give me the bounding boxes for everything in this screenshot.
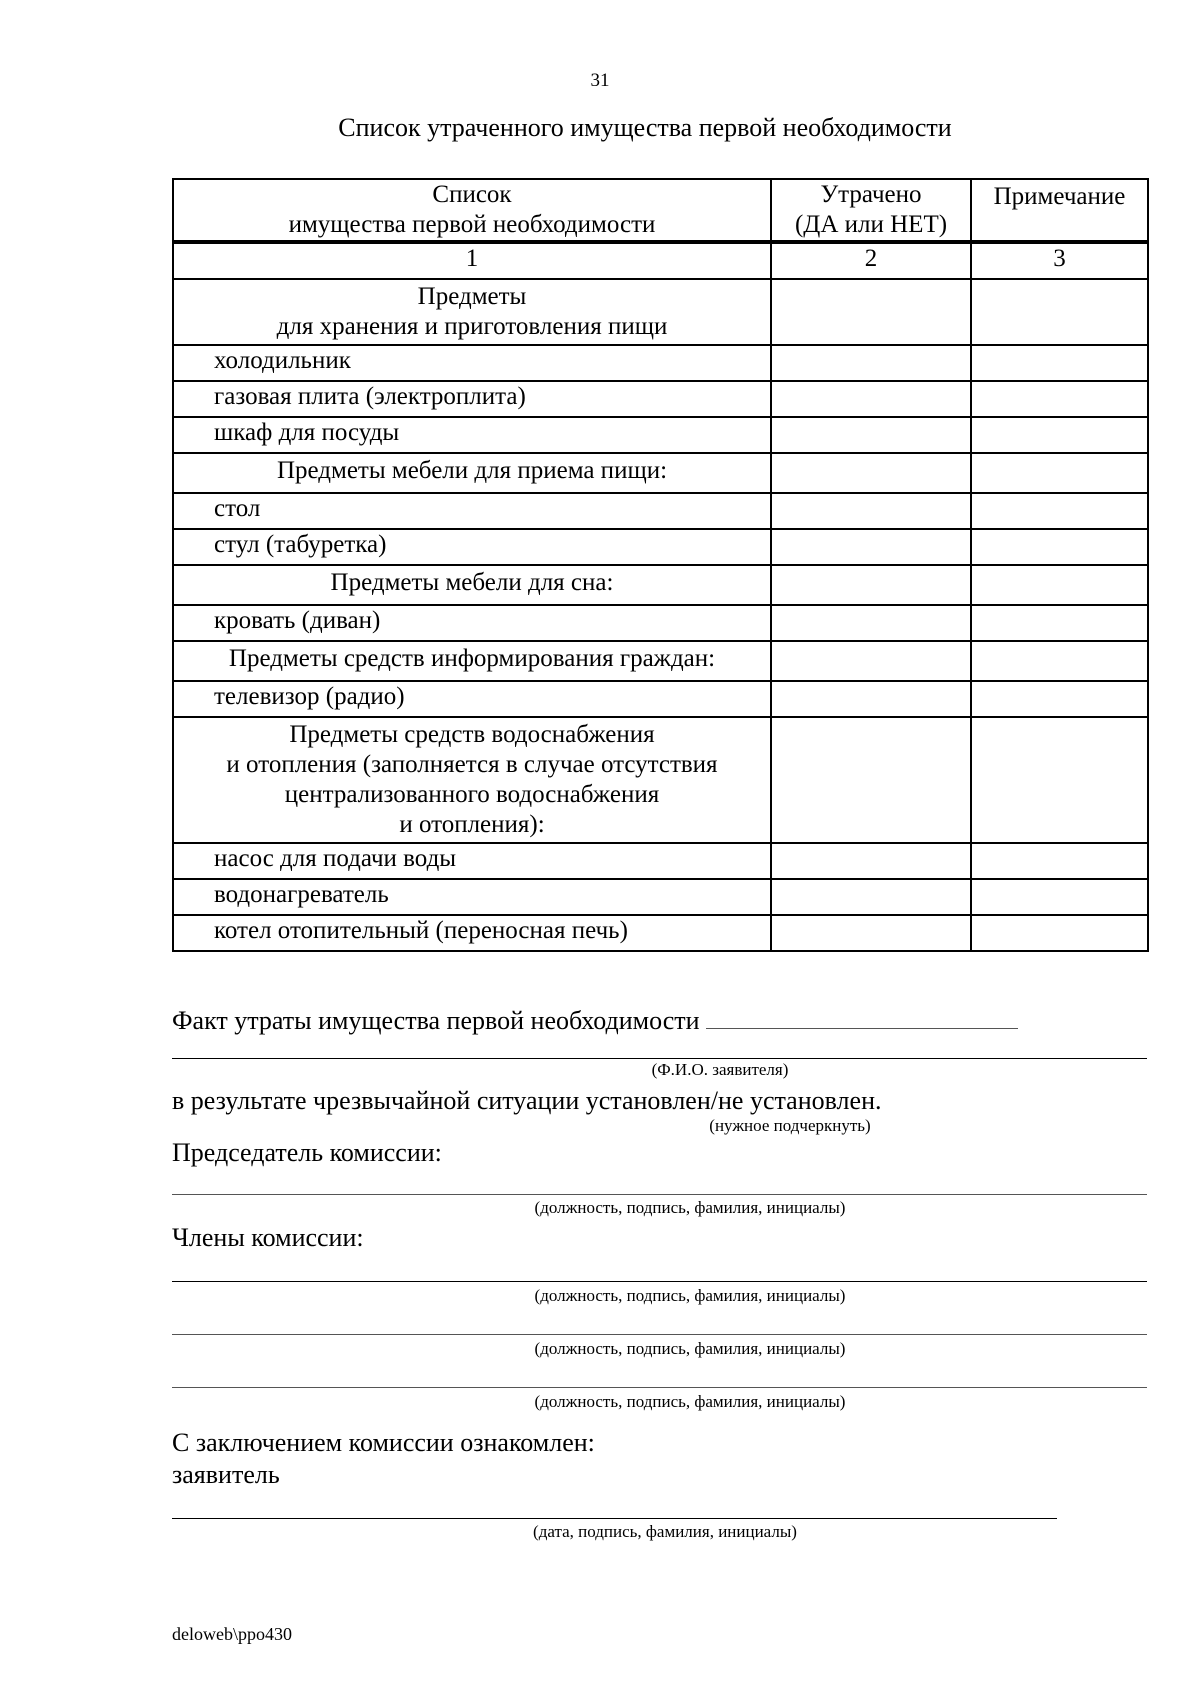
category-name-cell xyxy=(173,641,771,681)
cell-text-line: котел отопительный (переносная печь) xyxy=(214,917,628,944)
category-name-cell xyxy=(173,453,771,493)
item-name-cell xyxy=(173,381,771,417)
member-signature-line[interactable] xyxy=(172,1334,1147,1335)
table-row xyxy=(173,605,1148,641)
table-row xyxy=(173,915,1148,951)
item-name-cell xyxy=(173,879,771,915)
chairman-label: Председатель комиссии: xyxy=(172,1138,442,1167)
note-cell[interactable] xyxy=(971,345,1148,381)
header-line: Список xyxy=(432,181,512,208)
member-caption: (должность, подпись, фамилия, инициалы) xyxy=(534,1286,846,1305)
header-note: Примечание xyxy=(971,179,1148,242)
item-name-cell xyxy=(173,493,771,529)
member-signature-line[interactable] xyxy=(172,1387,1147,1388)
category-row xyxy=(173,565,1148,605)
category-name-cell xyxy=(173,717,771,843)
acknowledged-label: С заключением комиссии ознакомлен: xyxy=(172,1428,595,1457)
cell-text-line: Предметы мебели для сна: xyxy=(330,569,614,596)
cell-text-line: газовая плита (электроплита) xyxy=(214,383,526,410)
cell-text-line: централизованного водоснабжения xyxy=(284,781,660,808)
applicant-signature-caption: (дата, подпись, фамилия, инициалы) xyxy=(533,1522,797,1541)
loss-fact-blank[interactable] xyxy=(706,1006,1018,1029)
cell-text-line: стул (табуретка) xyxy=(214,531,387,558)
category-row xyxy=(173,453,1148,493)
table-row xyxy=(173,381,1148,417)
cell-text-line: Предметы средств водоснабжения xyxy=(289,721,655,748)
lost-cell[interactable] xyxy=(771,529,971,565)
lost-cell[interactable] xyxy=(771,453,971,493)
cell-text-line: насос для подачи воды xyxy=(214,845,457,872)
header-line: имущества первой необходимости xyxy=(288,211,656,238)
item-name-cell xyxy=(173,681,771,717)
note-cell[interactable] xyxy=(971,641,1148,681)
table-row xyxy=(173,493,1148,529)
lost-cell[interactable] xyxy=(771,681,971,717)
lost-cell[interactable] xyxy=(771,345,971,381)
applicant-name-caption: (Ф.И.О. заявителя) xyxy=(651,1060,789,1079)
lost-cell[interactable] xyxy=(771,381,971,417)
header-line: (ДА или НЕТ) xyxy=(794,211,948,238)
cell-text-line: стол xyxy=(214,495,261,522)
note-cell[interactable] xyxy=(971,681,1148,717)
table-row xyxy=(173,345,1148,381)
item-name-cell xyxy=(173,605,771,641)
note-cell[interactable] xyxy=(971,605,1148,641)
cell-text-line: Предметы мебели для приема пищи: xyxy=(276,457,668,484)
cell-text-line: холодильник xyxy=(214,347,351,374)
note-cell[interactable] xyxy=(971,717,1148,843)
table-row xyxy=(173,417,1148,453)
result-text: в результате чрезвычайной ситуации установлен/не установлен. xyxy=(172,1086,882,1115)
footer-code: deloweb\ppo430 xyxy=(172,1624,292,1644)
lost-cell[interactable] xyxy=(771,565,971,605)
category-row xyxy=(173,279,1148,345)
category-row xyxy=(173,717,1148,843)
lost-cell[interactable] xyxy=(771,843,971,879)
header-lost xyxy=(771,179,971,242)
chairman-caption: (должность, подпись, фамилия, инициалы) xyxy=(534,1198,846,1217)
category-name-cell xyxy=(173,279,771,345)
loss-fact-label xyxy=(172,1006,1018,1036)
note-cell[interactable] xyxy=(971,493,1148,529)
note-cell[interactable] xyxy=(971,453,1148,493)
cell-text-line: и отопления): xyxy=(399,811,545,838)
note-cell[interactable] xyxy=(971,381,1148,417)
table-row xyxy=(173,843,1148,879)
property-table xyxy=(172,178,1149,952)
member-signature-line[interactable] xyxy=(172,1281,1147,1282)
applicant-label: заявитель xyxy=(172,1460,280,1489)
note-cell[interactable] xyxy=(971,843,1148,879)
lost-cell[interactable] xyxy=(771,605,971,641)
lost-cell[interactable] xyxy=(771,915,971,951)
table-row xyxy=(173,529,1148,565)
table-row xyxy=(173,879,1148,915)
item-name-cell xyxy=(173,345,771,381)
cell-text-line: телевизор (радио) xyxy=(214,683,405,710)
page-title: Список утраченного имущества первой необходимости xyxy=(338,113,952,142)
cell-text-line: Предметы средств информирования граждан: xyxy=(228,645,716,672)
header-line: Утрачено xyxy=(820,181,922,208)
lost-cell[interactable] xyxy=(771,417,971,453)
cell-text-line: Предметы xyxy=(417,283,527,310)
table-header-row xyxy=(173,179,1148,242)
category-row xyxy=(173,641,1148,681)
note-cell[interactable] xyxy=(971,417,1148,453)
lost-cell[interactable] xyxy=(771,879,971,915)
applicant-name-line[interactable] xyxy=(172,1058,1147,1059)
cell-text-line: водонагреватель xyxy=(214,881,389,908)
member-caption: (должность, подпись, фамилия, инициалы) xyxy=(534,1339,846,1358)
column-number: 2 xyxy=(771,242,971,279)
item-name-cell xyxy=(173,417,771,453)
header-property-list xyxy=(173,179,771,242)
column-number: 3 xyxy=(971,242,1148,279)
item-name-cell xyxy=(173,843,771,879)
category-name-cell xyxy=(173,565,771,605)
underline-caption: (нужное подчеркнуть) xyxy=(709,1116,871,1135)
cell-text-line: для хранения и приготовления пищи xyxy=(276,313,668,340)
page-number: 31 xyxy=(590,70,610,91)
table-row xyxy=(173,681,1148,717)
note-cell[interactable] xyxy=(971,279,1148,345)
note-cell[interactable] xyxy=(971,565,1148,605)
lost-cell[interactable] xyxy=(771,641,971,681)
applicant-signature-line[interactable] xyxy=(172,1518,1057,1519)
column-number: 1 xyxy=(173,242,771,279)
cell-text-line: шкаф для посуды xyxy=(214,419,400,446)
loss-fact-text: Факт утраты имущества первой необходимости xyxy=(172,1006,700,1035)
note-cell[interactable] xyxy=(971,915,1148,951)
members-label: Члены комиссии: xyxy=(172,1223,364,1252)
note-cell[interactable] xyxy=(971,529,1148,565)
member-caption: (должность, подпись, фамилия, инициалы) xyxy=(534,1392,846,1411)
note-cell[interactable] xyxy=(971,879,1148,915)
item-name-cell xyxy=(173,529,771,565)
lost-cell[interactable] xyxy=(771,717,971,843)
chairman-signature-line[interactable] xyxy=(172,1194,1147,1195)
column-number-row xyxy=(173,242,1148,279)
item-name-cell xyxy=(173,915,771,951)
lost-cell[interactable] xyxy=(771,279,971,345)
lost-cell[interactable] xyxy=(771,493,971,529)
cell-text-line: и отопления (заполняется в случае отсутствия xyxy=(226,751,718,778)
cell-text-line: кровать (диван) xyxy=(214,607,381,634)
